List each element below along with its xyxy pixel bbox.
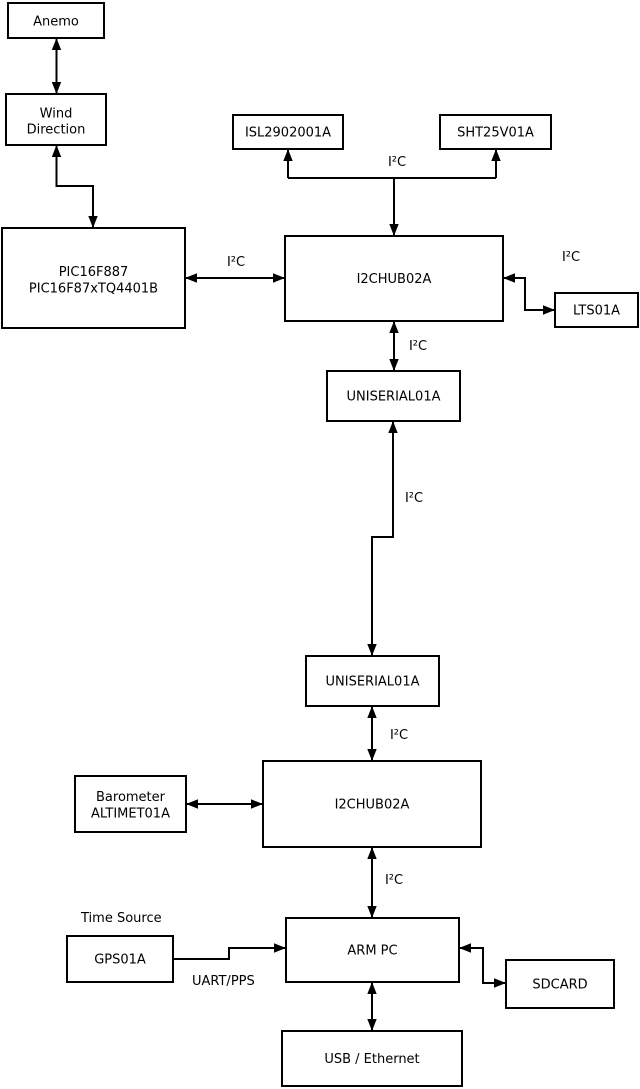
node-uniserial-top [327, 371, 460, 421]
node-uniserial-top-label: UNISERIAL01A [346, 389, 441, 405]
node-gps01a [67, 936, 173, 982]
label-uart-pps: UART/PPS [192, 974, 255, 989]
node-anemo-label: Anemo [33, 14, 79, 30]
link-i2chub-top-lts [503, 278, 555, 310]
node-anemo [8, 3, 104, 38]
label-i2c-uniserial-hub2: I²C [389, 728, 409, 743]
node-pic16f887 [2, 228, 185, 328]
diagram-links [57, 38, 556, 1031]
node-wind-direction-label-line1: Wind [39, 106, 73, 122]
node-barometer-label-line2: ALTIMET01A [91, 806, 170, 822]
node-barometer [75, 776, 186, 832]
link-gps-armpc [173, 948, 286, 959]
node-sdcard-label: SDCARD [532, 977, 588, 993]
label-i2c-pic-hub: I²C [226, 255, 246, 270]
node-isl2902001a [233, 115, 343, 149]
node-sht25v01a [440, 115, 551, 149]
label-time-source: Time Source [81, 911, 162, 926]
node-gps01a-label: GPS01A [94, 952, 146, 968]
node-i2chub-bottom [263, 761, 481, 847]
node-i2chub-top [285, 236, 503, 321]
node-lts01a [555, 293, 638, 327]
node-barometer-label-line1: Barometer [96, 790, 165, 805]
node-uniserial-bottom-label: UNISERIAL01A [325, 674, 420, 690]
node-lts01a-label: LTS01A [572, 303, 621, 319]
label-i2c-hub2-armpc: I²C [384, 873, 404, 888]
label-i2c-uniserial-link: I²C [404, 491, 424, 506]
label-i2c-sensor-bus: I²C [387, 155, 407, 170]
node-wind-direction-label-line2: Direction [26, 122, 86, 138]
link-uniserial-top-uniserial-bottom [372, 421, 393, 656]
node-usb-ethernet [282, 1031, 462, 1086]
node-isl2902001a-label: ISL2902001A [244, 125, 332, 141]
node-uniserial-bottom [306, 656, 439, 706]
node-arm-pc-label: ARM PC [347, 943, 398, 959]
node-pic16f887-label-line2: PIC16F87xTQ4401B [28, 281, 159, 297]
node-wind-direction [6, 94, 106, 145]
link-armpc-sdcard [459, 948, 506, 983]
node-usb-ethernet-label: USB / Ethernet [324, 1052, 420, 1067]
node-sdcard [506, 960, 614, 1008]
node-i2chub-bottom-label: I2CHUB02A [334, 797, 410, 813]
node-sht25v01a-label: SHT25V01A [457, 125, 534, 141]
node-i2chub-top-label: I2CHUB02A [356, 272, 432, 287]
label-i2c-hub-uniserial: I²C [408, 339, 428, 354]
node-arm-pc [286, 918, 459, 982]
label-i2c-lts: I²C [561, 250, 581, 265]
node-pic16f887-label-line1: PIC16F887 [58, 265, 129, 280]
link-wind-direction-pic [57, 145, 94, 228]
